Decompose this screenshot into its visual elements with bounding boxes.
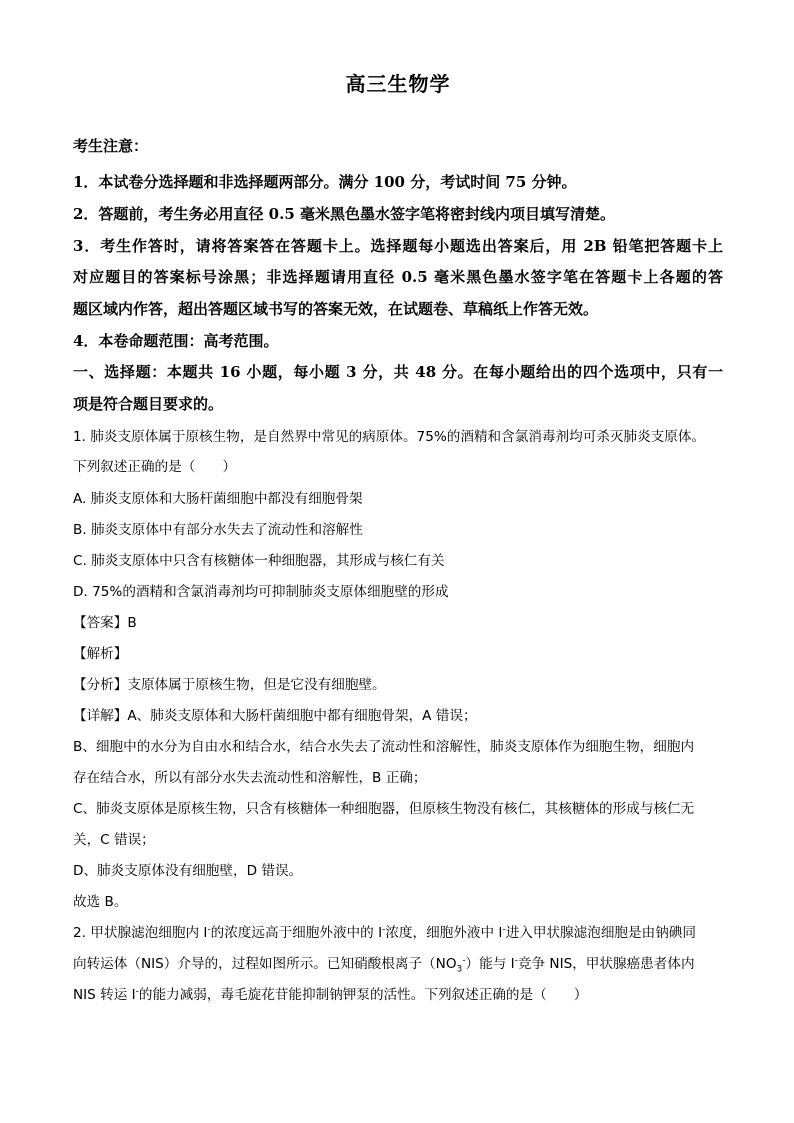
q1-detail-4: C、肺炎支原体是原核生物，只含有核糖体一种细胞器，但原核生物没有核仁，其核糖体的形成与核仁无 (73, 801, 695, 817)
q1-analysis: 【分析】支原体属于原核生物，但是它没有细胞壁。 (73, 677, 386, 693)
q1-conclusion: 故选 B。 (73, 894, 128, 910)
q1-stem: 1. 肺炎支原体属于原核生物，是自然界中常见的病原体。75%的酒精和含氯消毒剂均可杀灭肺炎支原体。 (73, 429, 706, 445)
q1-option-a: A. 肺炎支原体和大肠杆菌细胞中都没有细胞骨架 (73, 491, 363, 507)
q1-answer: 【答案】B (73, 615, 137, 631)
q1-detail-6: D、肺炎支原体没有细胞壁，D 错误。 (73, 863, 303, 879)
q1-option-c: C. 肺炎支原体中只含有核糖体一种细胞器，其形成与核仁有关 (73, 553, 445, 569)
q1-analysis-label: 【解析】 (73, 646, 128, 662)
q2-stem-line-2 (73, 954, 723, 974)
q2-text: 的能力减弱，毒毛旋花苷能抑制钠钾泵的活性。下列叙述正确的是（ ） (138, 987, 588, 1003)
q2-text: 进入甲状腺滤泡细胞是由钠碘同 (505, 925, 696, 941)
q2-text: 浓度，细胞外液中 I (385, 925, 503, 941)
q1-detail-5: 关，C 错误； (73, 832, 155, 848)
superscript-minus: - (514, 955, 518, 966)
notice-item-1: 1．本试卷分选择题和非选择题两部分。满分 100 分，考试时间 75 分钟。 (73, 173, 577, 191)
notice-item-3: 3．考生作答时，请将答案答在答题卡上。选择题每小题选出答案后，用 2B 铅笔把答题卡上 (73, 237, 723, 255)
q1-option-d: D. 75%的酒精和含氯消毒剂均可抑制肺炎支原体细胞壁的形成 (73, 584, 449, 600)
notice-item-2: 2．答题前，考生务必用直径 0.5 毫米黑色墨水签字笔将密封线内项目填写清楚。 (73, 205, 615, 223)
q1-detail-3: 存在结合水，所以有部分水失去流动性和溶解性，B 正确； (73, 770, 427, 786)
q1-detail-2: B、细胞中的水分为自由水和结合水，结合水失去了流动性和溶解性，肺炎支原体作为细胞生物，细胞内 (73, 739, 695, 755)
superscript-minus: - (135, 986, 139, 997)
q1-option-b: B. 肺炎支原体中有部分水失去了流动性和溶解性 (73, 522, 363, 538)
notice-item-4: 4．本卷命题范围：高考范围。 (73, 332, 279, 350)
q2-text: NIS 转运 I (73, 987, 136, 1003)
superscript-minus: - (502, 924, 506, 935)
q2-text: 的浓度远高于细胞外液中的 I (210, 925, 383, 941)
q2-stem-line-3 (73, 985, 723, 1005)
q1-detail-1: 【详解】A、肺炎支原体和大肠杆菌细胞中都有细胞骨架，A 错误； (73, 708, 477, 724)
q2-text: 向转运体（NIS）介导的，过程如图所示。已知硝酸根离子（NO (73, 956, 457, 972)
q2-text: 竞争 NIS，甲状腺癌患者体内 (517, 956, 695, 972)
notice-item-3-cont-2: 题区域内作答，超出答题区域书写的答案无效，在试题卷、草稿纸上作答无效。 (73, 300, 599, 318)
superscript-minus: - (382, 924, 386, 935)
page-title: 高三生物学 (345, 72, 451, 96)
section-heading: 一、选择题：本题共 16 小题，每小题 3 分，共 48 分。在每小题给出的四个选项中，只有一 (73, 363, 723, 381)
subscript-3: 3 (456, 964, 463, 975)
superscript-minus: - (207, 924, 211, 935)
q1-stem-cont: 下列叙述正确的是（ ） (73, 459, 237, 475)
q2-stem-line-1 (73, 923, 723, 943)
superscript-minus: - (462, 955, 466, 966)
notice-item-3-cont-1: 对应题目的答案标号涂黑；非选择题请用直径 0.5 毫米黑色墨水签字笔在答题卡上各题的答 (73, 268, 723, 286)
q2-text: ）能与 I (465, 956, 515, 972)
section-heading-cont: 项是符合题目要求的。 (73, 395, 224, 413)
notice-heading: 考生注意： (73, 137, 149, 155)
q2-text: 2. 甲状腺滤泡细胞内 I (73, 925, 208, 941)
